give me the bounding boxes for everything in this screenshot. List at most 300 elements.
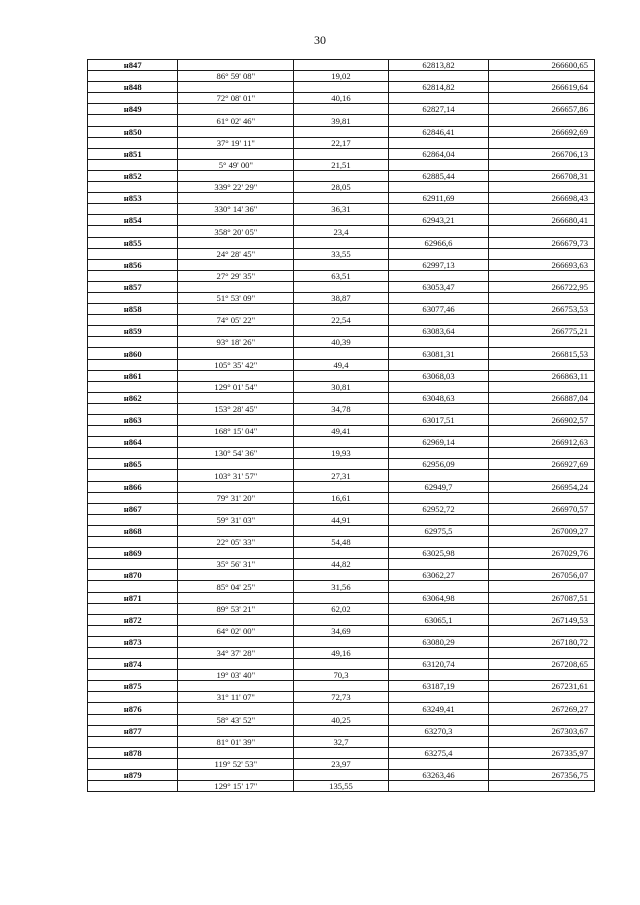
empty-cell <box>178 459 294 470</box>
coordinate-x: 62943,21 <box>388 215 489 226</box>
empty-cell <box>388 670 489 681</box>
segment-distance: 63,51 <box>294 270 388 281</box>
empty-cell <box>178 148 294 159</box>
empty-cell <box>88 758 178 769</box>
segment-distance: 21,51 <box>294 159 388 170</box>
empty-cell <box>388 426 489 437</box>
empty-cell <box>294 548 388 559</box>
empty-cell <box>388 337 489 348</box>
empty-cell <box>489 714 595 725</box>
empty-cell <box>388 93 489 104</box>
coordinate-y: 266722,95 <box>489 281 595 292</box>
empty-cell <box>489 182 595 193</box>
empty-cell <box>178 60 294 71</box>
empty-cell <box>388 514 489 525</box>
empty-cell <box>178 170 294 181</box>
point-row <box>88 548 595 559</box>
bearing-angle: 61° 02' 46" <box>178 115 294 126</box>
empty-cell <box>88 204 178 215</box>
coordinate-y: 266708,31 <box>489 170 595 181</box>
empty-cell <box>88 625 178 636</box>
coordinate-y: 267269,27 <box>489 703 595 714</box>
empty-cell <box>178 636 294 647</box>
empty-cell <box>489 403 595 414</box>
point-name: н850 <box>88 126 178 137</box>
coordinate-table <box>87 59 595 792</box>
point-row <box>88 481 595 492</box>
empty-cell <box>489 381 595 392</box>
coordinate-x: 62956,09 <box>388 459 489 470</box>
segment-row <box>88 470 595 481</box>
coordinate-x: 63025,98 <box>388 548 489 559</box>
bearing-angle: 24° 28' 45" <box>178 248 294 259</box>
empty-cell <box>88 581 178 592</box>
empty-cell <box>388 603 489 614</box>
coordinate-x: 63081,31 <box>388 348 489 359</box>
page-number: 30 <box>314 33 326 47</box>
bearing-angle: 5° 49' 00" <box>178 159 294 170</box>
empty-cell <box>388 115 489 126</box>
empty-cell <box>294 304 388 315</box>
empty-cell <box>489 647 595 658</box>
segment-row <box>88 159 595 170</box>
empty-cell <box>294 636 388 647</box>
coordinate-x: 62827,14 <box>388 104 489 115</box>
empty-cell <box>489 470 595 481</box>
empty-cell <box>294 415 388 426</box>
segment-row <box>88 248 595 259</box>
coordinate-x: 63263,46 <box>388 770 489 781</box>
point-row <box>88 392 595 403</box>
coordinate-y: 266657,86 <box>489 104 595 115</box>
point-row <box>88 703 595 714</box>
empty-cell <box>388 381 489 392</box>
coordinate-y: 266954,24 <box>489 481 595 492</box>
coordinate-x: 62813,82 <box>388 60 489 71</box>
coordinate-x: 63080,29 <box>388 636 489 647</box>
empty-cell <box>88 448 178 459</box>
point-name: н878 <box>88 747 178 758</box>
coordinate-x: 63077,46 <box>388 304 489 315</box>
empty-cell <box>294 392 388 403</box>
coordinate-y: 266698,43 <box>489 193 595 204</box>
segment-row <box>88 448 595 459</box>
empty-cell <box>294 215 388 226</box>
empty-cell <box>388 204 489 215</box>
bearing-angle: 86° 59' 08" <box>178 71 294 82</box>
empty-cell <box>88 426 178 437</box>
bearing-angle: 22° 05' 33" <box>178 537 294 548</box>
segment-distance: 49,16 <box>294 647 388 658</box>
empty-cell <box>178 281 294 292</box>
segment-row <box>88 492 595 503</box>
empty-cell <box>294 193 388 204</box>
empty-cell <box>388 470 489 481</box>
point-row <box>88 570 595 581</box>
empty-cell <box>489 270 595 281</box>
segment-row <box>88 137 595 148</box>
point-row <box>88 525 595 536</box>
empty-cell <box>388 714 489 725</box>
point-name: н854 <box>88 215 178 226</box>
empty-cell <box>88 781 178 792</box>
coordinate-table-body <box>88 60 595 792</box>
coordinate-y: 266927,69 <box>489 459 595 470</box>
empty-cell <box>489 514 595 525</box>
segment-row <box>88 204 595 215</box>
bearing-angle: 74° 05' 22" <box>178 315 294 326</box>
empty-cell <box>388 692 489 703</box>
empty-cell <box>388 647 489 658</box>
coordinate-x: 63017,51 <box>388 415 489 426</box>
point-name: н870 <box>88 570 178 581</box>
coordinate-x: 63187,19 <box>388 681 489 692</box>
empty-cell <box>294 170 388 181</box>
empty-cell <box>294 237 388 248</box>
point-name: н848 <box>88 82 178 93</box>
empty-cell <box>489 226 595 237</box>
segment-distance: 34,69 <box>294 625 388 636</box>
empty-cell <box>294 770 388 781</box>
empty-cell <box>178 703 294 714</box>
segment-row <box>88 315 595 326</box>
empty-cell <box>178 304 294 315</box>
segment-distance: 22,54 <box>294 315 388 326</box>
point-name: н869 <box>88 548 178 559</box>
segment-distance: 44,91 <box>294 514 388 525</box>
point-name: н867 <box>88 503 178 514</box>
empty-cell <box>388 537 489 548</box>
empty-cell <box>489 581 595 592</box>
empty-cell <box>294 614 388 625</box>
coordinate-x: 63062,27 <box>388 570 489 581</box>
bearing-angle: 31° 11' 07" <box>178 692 294 703</box>
point-name: н847 <box>88 60 178 71</box>
segment-row <box>88 758 595 769</box>
empty-cell <box>88 337 178 348</box>
empty-cell <box>388 758 489 769</box>
point-name: н855 <box>88 237 178 248</box>
segment-row <box>88 93 595 104</box>
empty-cell <box>88 182 178 193</box>
empty-cell <box>178 503 294 514</box>
coordinate-y: 266970,57 <box>489 503 595 514</box>
coordinate-x: 62952,72 <box>388 503 489 514</box>
empty-cell <box>178 237 294 248</box>
empty-cell <box>489 426 595 437</box>
empty-cell <box>178 326 294 337</box>
empty-cell <box>489 359 595 370</box>
segment-row <box>88 781 595 792</box>
coordinate-x: 62969,14 <box>388 437 489 448</box>
coordinate-y: 266679,73 <box>489 237 595 248</box>
point-name: н871 <box>88 592 178 603</box>
coordinate-y: 266619,64 <box>489 82 595 93</box>
bearing-angle: 37° 19' 11" <box>178 137 294 148</box>
point-row <box>88 215 595 226</box>
bearing-angle: 34° 37' 28" <box>178 647 294 658</box>
bearing-angle: 64° 02' 00" <box>178 625 294 636</box>
empty-cell <box>178 259 294 270</box>
segment-distance: 19,93 <box>294 448 388 459</box>
point-name: н872 <box>88 614 178 625</box>
empty-cell <box>178 415 294 426</box>
empty-cell <box>388 559 489 570</box>
empty-cell <box>294 659 388 670</box>
point-row <box>88 237 595 248</box>
empty-cell <box>178 392 294 403</box>
empty-cell <box>294 681 388 692</box>
empty-cell <box>88 470 178 481</box>
empty-cell <box>388 359 489 370</box>
segment-distance: 36,31 <box>294 204 388 215</box>
point-name: н851 <box>88 148 178 159</box>
empty-cell <box>178 592 294 603</box>
bearing-angle: 130° 54' 36" <box>178 448 294 459</box>
empty-cell <box>178 725 294 736</box>
bearing-angle: 103° 31' 57" <box>178 470 294 481</box>
empty-cell <box>178 437 294 448</box>
point-row <box>88 437 595 448</box>
empty-cell <box>294 570 388 581</box>
point-name: н864 <box>88 437 178 448</box>
empty-cell <box>388 270 489 281</box>
coordinate-y: 267087,51 <box>489 592 595 603</box>
empty-cell <box>178 570 294 581</box>
segment-distance: 54,48 <box>294 537 388 548</box>
empty-cell <box>388 182 489 193</box>
segment-row <box>88 292 595 303</box>
empty-cell <box>88 248 178 259</box>
coordinate-y: 266887,04 <box>489 392 595 403</box>
empty-cell <box>178 747 294 758</box>
point-row <box>88 370 595 381</box>
empty-cell <box>489 492 595 503</box>
segment-row <box>88 603 595 614</box>
empty-cell <box>294 437 388 448</box>
point-name: н862 <box>88 392 178 403</box>
coordinate-x: 63064,98 <box>388 592 489 603</box>
coordinate-x: 63249,41 <box>388 703 489 714</box>
segment-row <box>88 115 595 126</box>
point-row <box>88 592 595 603</box>
point-row <box>88 636 595 647</box>
bearing-angle: 339° 22' 29" <box>178 182 294 193</box>
empty-cell <box>388 159 489 170</box>
point-row <box>88 126 595 137</box>
segment-distance: 49,4 <box>294 359 388 370</box>
point-row <box>88 614 595 625</box>
segment-distance: 16,61 <box>294 492 388 503</box>
coordinate-y: 267180,72 <box>489 636 595 647</box>
empty-cell <box>489 115 595 126</box>
empty-cell <box>178 481 294 492</box>
point-name: н877 <box>88 725 178 736</box>
segment-distance: 38,87 <box>294 292 388 303</box>
empty-cell <box>388 248 489 259</box>
empty-cell <box>294 104 388 115</box>
coordinate-x: 63083,64 <box>388 326 489 337</box>
empty-cell <box>489 448 595 459</box>
empty-cell <box>178 215 294 226</box>
coordinate-x: 63053,47 <box>388 281 489 292</box>
segment-distance: 70,3 <box>294 670 388 681</box>
empty-cell <box>88 714 178 725</box>
segment-row <box>88 182 595 193</box>
empty-cell <box>88 115 178 126</box>
coordinate-y: 266706,13 <box>489 148 595 159</box>
empty-cell <box>178 770 294 781</box>
empty-cell <box>489 292 595 303</box>
empty-cell <box>88 514 178 525</box>
segment-distance: 33,55 <box>294 248 388 259</box>
segment-distance: 28,05 <box>294 182 388 193</box>
bearing-angle: 129° 15' 17" <box>178 781 294 792</box>
empty-cell <box>88 270 178 281</box>
segment-distance: 23,97 <box>294 758 388 769</box>
point-name: н860 <box>88 348 178 359</box>
empty-cell <box>489 758 595 769</box>
empty-cell <box>388 492 489 503</box>
empty-cell <box>178 193 294 204</box>
point-row <box>88 747 595 758</box>
empty-cell <box>388 292 489 303</box>
empty-cell <box>294 348 388 359</box>
segment-row <box>88 625 595 636</box>
point-row <box>88 304 595 315</box>
point-row <box>88 681 595 692</box>
segment-row <box>88 736 595 747</box>
empty-cell <box>294 370 388 381</box>
empty-cell <box>294 60 388 71</box>
empty-cell <box>489 71 595 82</box>
coordinate-y: 266693,63 <box>489 259 595 270</box>
segment-row <box>88 670 595 681</box>
coordinate-y: 266912,63 <box>489 437 595 448</box>
segment-distance: 39,81 <box>294 115 388 126</box>
empty-cell <box>294 592 388 603</box>
empty-cell <box>88 71 178 82</box>
point-row <box>88 104 595 115</box>
bearing-angle: 85° 04' 25" <box>178 581 294 592</box>
bearing-angle: 59° 31' 03" <box>178 514 294 525</box>
point-name: н852 <box>88 170 178 181</box>
coordinate-y: 267029,76 <box>489 548 595 559</box>
coordinate-x: 62846,41 <box>388 126 489 137</box>
empty-cell <box>294 459 388 470</box>
coordinate-y: 266815,53 <box>489 348 595 359</box>
bearing-angle: 27° 29' 35" <box>178 270 294 281</box>
bearing-angle: 79° 31' 20" <box>178 492 294 503</box>
empty-cell <box>294 126 388 137</box>
empty-cell <box>88 492 178 503</box>
point-row <box>88 725 595 736</box>
empty-cell <box>88 692 178 703</box>
bearing-angle: 35° 56' 31" <box>178 559 294 570</box>
bearing-angle: 168° 15' 04" <box>178 426 294 437</box>
point-name: н865 <box>88 459 178 470</box>
point-name: н873 <box>88 636 178 647</box>
coordinate-x: 62864,04 <box>388 148 489 159</box>
empty-cell <box>88 315 178 326</box>
point-name: н874 <box>88 659 178 670</box>
coordinate-x: 62885,44 <box>388 170 489 181</box>
empty-cell <box>294 259 388 270</box>
segment-row <box>88 514 595 525</box>
empty-cell <box>294 326 388 337</box>
bearing-angle: 89° 53' 21" <box>178 603 294 614</box>
bearing-angle: 119° 52' 53" <box>178 758 294 769</box>
point-row <box>88 148 595 159</box>
coordinate-x: 62949,7 <box>388 481 489 492</box>
segment-row <box>88 359 595 370</box>
empty-cell <box>388 736 489 747</box>
segment-distance: 23,4 <box>294 226 388 237</box>
empty-cell <box>388 315 489 326</box>
segment-row <box>88 581 595 592</box>
segment-distance: 31,56 <box>294 581 388 592</box>
segment-distance: 135,55 <box>294 781 388 792</box>
coordinate-x: 62966,6 <box>388 237 489 248</box>
point-row <box>88 281 595 292</box>
empty-cell <box>88 537 178 548</box>
empty-cell <box>178 126 294 137</box>
empty-cell <box>88 736 178 747</box>
empty-cell <box>294 281 388 292</box>
point-name: н853 <box>88 193 178 204</box>
segment-distance: 40,25 <box>294 714 388 725</box>
bearing-angle: 72° 08' 01" <box>178 93 294 104</box>
point-name: н858 <box>88 304 178 315</box>
coordinate-x: 63270,3 <box>388 725 489 736</box>
segment-row <box>88 714 595 725</box>
empty-cell <box>388 581 489 592</box>
empty-cell <box>489 93 595 104</box>
empty-cell <box>489 337 595 348</box>
empty-cell <box>178 82 294 93</box>
segment-row <box>88 426 595 437</box>
empty-cell <box>489 736 595 747</box>
coordinate-y: 266680,41 <box>489 215 595 226</box>
bearing-angle: 58° 43' 52" <box>178 714 294 725</box>
segment-distance: 22,17 <box>294 137 388 148</box>
empty-cell <box>88 93 178 104</box>
empty-cell <box>294 503 388 514</box>
point-row <box>88 770 595 781</box>
empty-cell <box>294 82 388 93</box>
coordinate-y: 266600,65 <box>489 60 595 71</box>
empty-cell <box>489 248 595 259</box>
empty-cell <box>489 692 595 703</box>
empty-cell <box>178 614 294 625</box>
empty-cell <box>88 159 178 170</box>
coordinate-y: 267149,53 <box>489 614 595 625</box>
coordinate-y: 266692,69 <box>489 126 595 137</box>
empty-cell <box>388 403 489 414</box>
bearing-angle: 129° 01' 54" <box>178 381 294 392</box>
coordinate-y: 267303,67 <box>489 725 595 736</box>
empty-cell <box>178 659 294 670</box>
empty-cell <box>294 148 388 159</box>
empty-cell <box>489 315 595 326</box>
empty-cell <box>178 104 294 115</box>
bearing-angle: 153° 28' 45" <box>178 403 294 414</box>
segment-distance: 27,31 <box>294 470 388 481</box>
point-name: н856 <box>88 259 178 270</box>
empty-cell <box>88 381 178 392</box>
empty-cell <box>388 137 489 148</box>
coordinate-y: 267335,97 <box>489 747 595 758</box>
